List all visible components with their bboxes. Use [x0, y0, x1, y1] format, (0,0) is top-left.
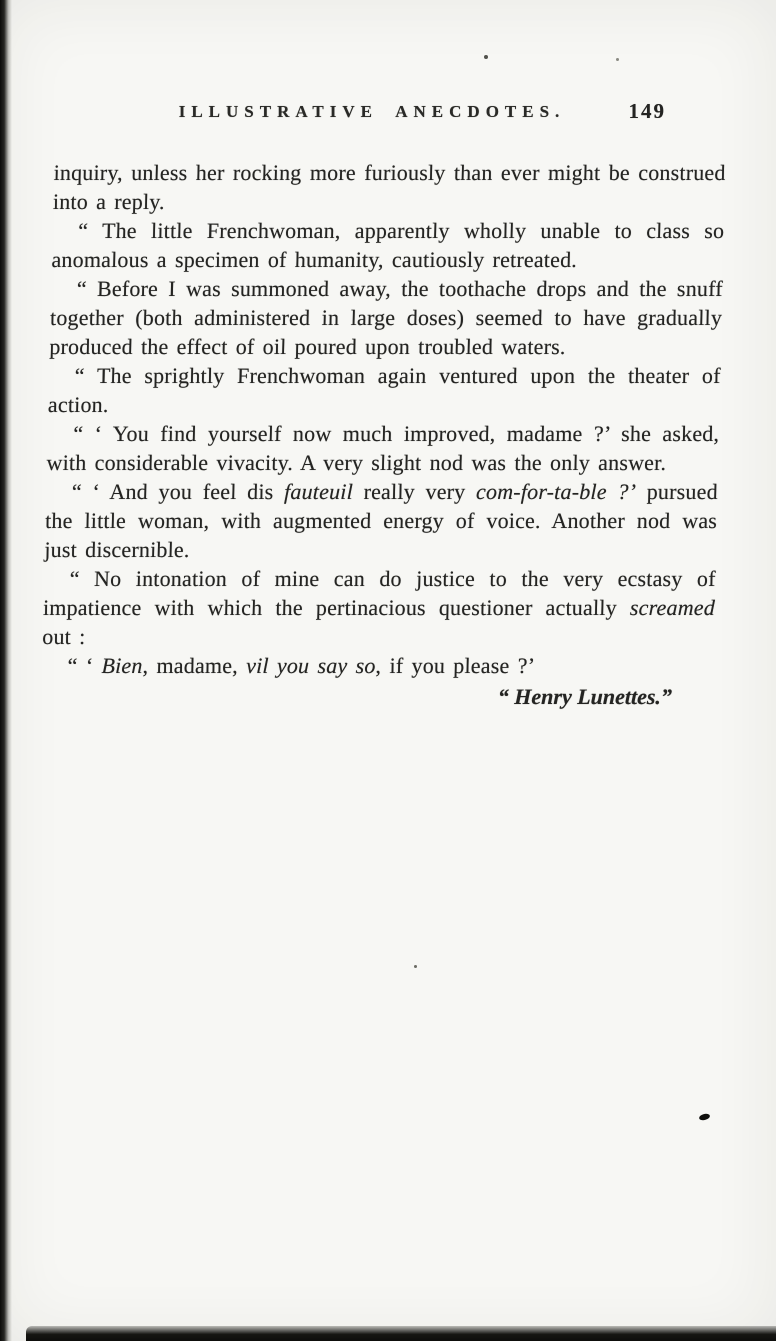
text-run: “ ‘ — [67, 653, 102, 678]
italic-text-run: fauteuil — [283, 479, 354, 504]
paragraph — [48, 361, 721, 419]
paragraph — [44, 477, 718, 564]
text-run: out : — [42, 624, 86, 649]
text-run: “ ‘ And you feel dis — [71, 479, 285, 504]
text-run: “ The little Frenchwoman, apparently wholly unable to class so anomalous a specimen of humanity, cautiously retreated. — [51, 218, 725, 272]
paragraph — [49, 274, 723, 361]
italic-text-run: vil you say so — [245, 653, 376, 678]
paragraph — [42, 564, 716, 651]
signature: “ Henry Lunettes.” — [497, 684, 673, 709]
page-header — [0, 99, 776, 134]
paragraph — [51, 216, 724, 274]
page-text — [41, 158, 726, 680]
scan-speck — [414, 965, 417, 968]
paragraph — [41, 651, 714, 680]
paragraph — [53, 158, 726, 216]
text-run: “ ‘ You find yourself now much improved, madame ?’ she asked, with considerable vivacity. A very slight nod was the only answer. — [46, 421, 720, 475]
text-run: pursued the little woman, with augmented energy of voice. Another nod was just discernible. — [44, 479, 719, 562]
text-run: “ The sprightly Frenchwoman again ventured upon the theater of action. — [47, 363, 721, 417]
italic-text-run: screamed — [629, 595, 716, 620]
scan-edge-left — [0, 0, 12, 1341]
scan-edge-bottom — [26, 1326, 776, 1341]
page-number: 149 — [628, 99, 666, 123]
text-run: really very — [352, 479, 477, 504]
paragraph — [46, 419, 719, 477]
scan-speck — [698, 1113, 710, 1121]
text-run: , if you please ?’ — [375, 653, 536, 678]
italic-text-run: Bien — [101, 653, 143, 678]
text-run: “ Before I was summoned away, the toothache drops and the snuff together (both administered in large doses) seemed to have gradually produced the effect of oil poured upon troubled waters. — [49, 276, 724, 359]
scan-speck — [616, 58, 619, 61]
italic-text-run: com-for-ta-ble ?’ — [475, 479, 637, 504]
text-run: inquiry, unless her rocking more furiously than ever might be construed into a reply. — [52, 160, 726, 214]
running-title: ILLUSTRATIVE ANECDOTES. — [178, 102, 566, 121]
text-run: , madame, — [142, 653, 247, 678]
scan-speck — [484, 55, 488, 59]
text-run: “ No intonation of mine can do justice to the very ecstasy of impatience with which the pertinacious questioner actually — [42, 566, 717, 620]
